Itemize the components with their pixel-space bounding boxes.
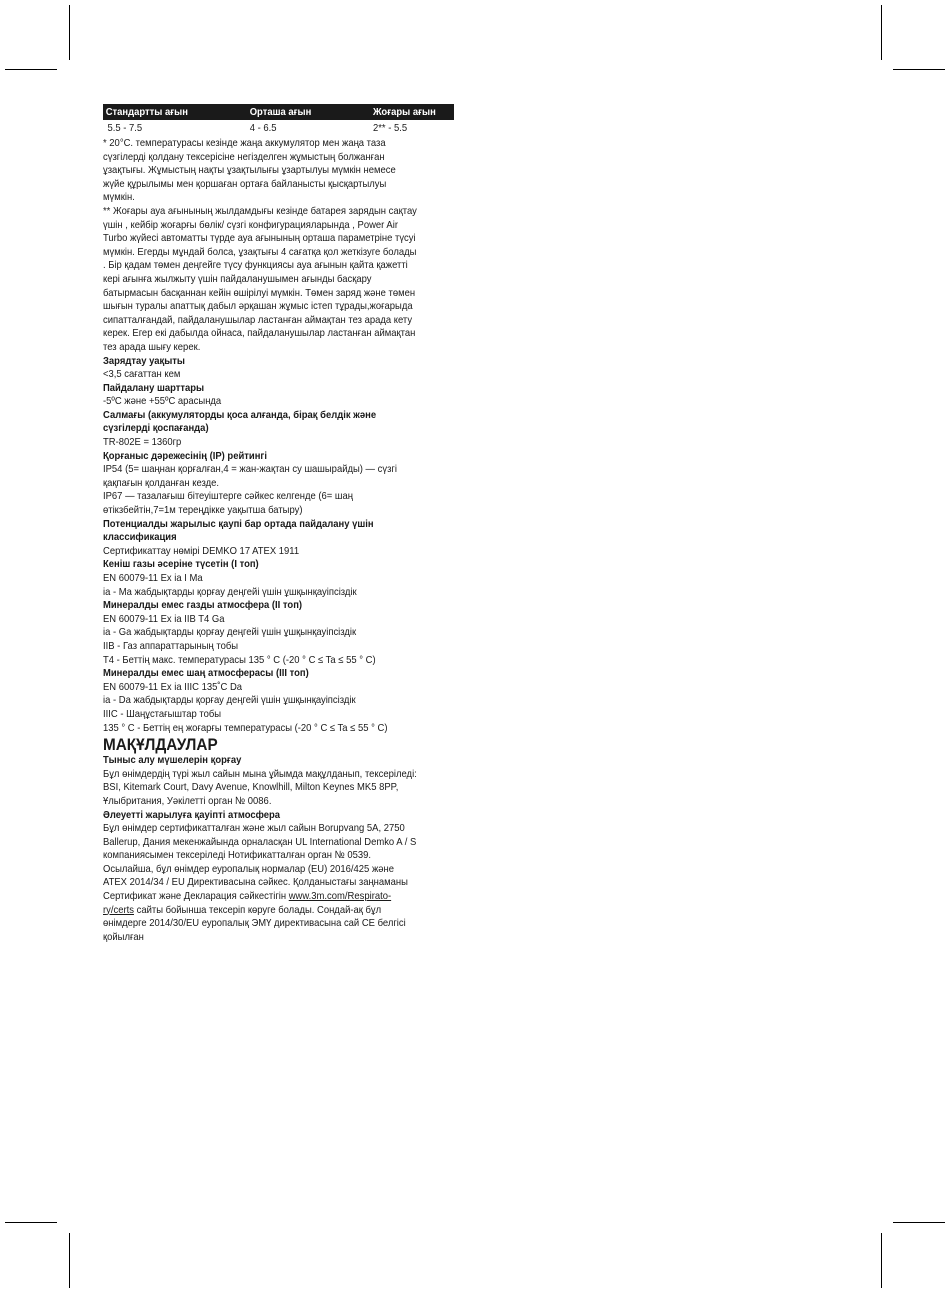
weight-value: TR-802E = 1360гр xyxy=(103,436,182,449)
respiratory-protection-title: Тыныс алу мүшелерін қорғау xyxy=(103,754,242,767)
approvals-heading: МАҚҰЛДАУЛАР xyxy=(103,735,218,755)
ip67-text: IP67 — тазалағыш бітеуіштерге сәйкес келгенде (6= шаң өтікзбейтін,7=1м тереңдікке уақытша батыру) xyxy=(103,490,353,517)
group-3-line: IIIC - Шаңұстағыштар тобы xyxy=(103,707,222,720)
group-1-line: ia - Ma жабдықтарды қорғау деңгейі үшін ұшқынқауіпсіздік xyxy=(103,585,357,598)
group-3-line: ia - Da жабдықтарды қорғау деңгейі үшін ұшқынқауіпсіздік xyxy=(103,694,356,707)
crop-mark-top-left-v xyxy=(69,5,70,60)
charge-time-title: Зарядтау уақыты xyxy=(103,354,185,367)
header-medium-flow: Орташа ағын xyxy=(249,106,312,118)
explosive-atmosphere-text-part-1: Бұл өнімдер сертификатталған және жыл сайын Borupvang 5A, 2750 Ballerup, Дания мекенжайында орналасқан UL International Demko A / S компаниясымен тексеріледі Нотификатталған орган № 0539. Осылайша, бұл өнімдер еуропалық нормалар (EU) 2016/425 және ATEX 2014/34 / EU Директивасына сәйкес. Қолданыстағы заңнаманы Сертификат және Декларация сәйкестігін xyxy=(103,822,417,903)
value-standard-flow: 5.5 - 7.5 xyxy=(107,122,143,134)
charge-time-value: <3,5 сағаттан кем xyxy=(103,368,181,381)
conditions-title: Пайдалану шарттары xyxy=(103,381,205,394)
group-3-title: Минералды емес шаң атмосферасы (III топ) xyxy=(103,667,309,680)
explosive-atmosphere-title: Әлеуетті жарылуға қауіпті атмосфера xyxy=(103,808,281,821)
respiratory-protection-text: Бұл өнімдердің түрі жыл сайын мына ұйымда мақұлданып, тексеріледі: BSI, Kitemark Court, Davy Avenue, Knowlhill, Milton Keynes MK5 8PP, Ұлыбритания, Уәкілетті орган № 0086. xyxy=(103,767,417,807)
crop-mark-top-right-v xyxy=(881,5,882,60)
crop-mark-bottom-left-v xyxy=(69,1233,70,1288)
crop-mark-bottom-right-v xyxy=(881,1233,882,1288)
group-2-line: IIB - Газ аппараттарының тобы xyxy=(103,639,239,652)
flow-table-row xyxy=(103,120,454,137)
header-high-flow: Жоғары ағын xyxy=(373,106,436,118)
flow-table-header xyxy=(103,104,454,120)
ip54-text: IP54 (5= шаңнан қорғалған,4 = жан-жақтан су шашырайды) — сүзгі қақпағын қолданған кезде. xyxy=(103,463,397,489)
explosive-atmosphere-text xyxy=(103,822,420,944)
document-body xyxy=(103,104,436,944)
crop-mark-bottom-right-h xyxy=(893,1222,945,1223)
certs-link[interactable]: www.3m.com/Respirato-ry/certs xyxy=(103,890,392,916)
group-2-line: EN 60079-11 Ex ia IIB T4 Ga xyxy=(103,612,225,625)
weight-title: Салмағы (аккумуляторды қоса алғанда, бірақ белдік және сүзгілерді қоспағанда) xyxy=(103,408,377,435)
header-standard-flow: Стандартты ағын xyxy=(105,106,188,118)
group-2-line: T4 - Беттің макс. температурасы 135 ° C (-20 ° C ≤ Ta ≤ 55 ° C) xyxy=(103,653,376,666)
group-3-line: 135 ° C - Беттің ең жоғарғы температурасы (-20 ° C ≤ Ta ≤ 55 ° C) xyxy=(103,721,388,734)
footnote-single-star: * 20°C. температурасы кезінде жаңа аккумулятор мен жаңа таза сүзгілерді қолдану тексерісіне негізделген жұмыстың болжанған ұзақтығы. Жұмыстың нақты ұзақтылығы ұзартылуы мүмкін немесе жүйе құрылымы мен қоршаған ортаға байланысты қысқартылуы мүмкін. xyxy=(103,137,396,204)
group-1-title: Кеніш газы әсеріне түсетін (I топ) xyxy=(103,558,259,571)
flow-table xyxy=(103,104,454,137)
crop-mark-top-right-h xyxy=(893,69,945,70)
group-2-line: ia - Ga жабдықтарды қорғау деңгейі үшін ұшқынқауіпсіздік xyxy=(103,626,357,639)
group-2-title: Минералды емес газды атмосфера (II топ) xyxy=(103,599,303,612)
footnote-double-star: ** Жоғары ауа ағынының жылдамдығы кезінде батарея зарядын сақтау үшін , кейбір жоғарғы бөлік/ сүзгі конфигурацияларында , Power Air Turbo жүйесі автоматты түрде ауа ағынының орташа параметріне түсуі мүмкін. Егерды мұндай болса, ұзақтығы 4 сағатқа қол жеткізуге болады . Бір қадам төмен деңгейге түсу функциясы ауа ағынын қайта қажетті кері ағынға жылжыту үшін пайдаланушымен ағынды басқару батырмасын басқаннан кейін өшірілуі мүмкін. Төмен заряд және төмен шығын туралы апаттық дабыл әрқашан жұмыс істеп тұрады,жоғарыда сипатталғандай, пайдаланушылар ластанған аймақтан тез арада кету керек. Егер екі дабылда ойнаса, пайдаланушылар ластанған аймақтан тез арада шығу керек. xyxy=(103,204,417,353)
value-high-flow: 2** - 5.5 xyxy=(373,122,408,134)
ip-rating-title: Қорғаныс дәрежесінің (IP) рейтингі xyxy=(103,449,267,462)
group-1-line: EN 60079-11 Ex ia I Ma xyxy=(103,572,203,584)
crop-mark-top-left-h xyxy=(5,69,57,70)
atex-certificate-number: Сертификаттау нөмірі DEMKO 17 ATEX 1911 xyxy=(103,544,300,557)
atex-classification-title: Потенциалды жарылыс қаупі бар ортада пайдалану үшін классификация xyxy=(103,517,374,544)
conditions-value: -5ºC және +55ºC арасында xyxy=(103,395,222,408)
value-medium-flow: 4 - 6.5 xyxy=(249,122,277,134)
group-3-line: EN 60079-11 Ex ia IIIC 135˚C Da xyxy=(103,680,243,693)
crop-mark-bottom-left-h xyxy=(5,1222,57,1223)
explosive-atmosphere-text-part-2: сайты бойынша тексеріп көруге болады. Сондай-ақ бұл өнімдерге 2014/30/EU еуропалық ЭМҮ директивасына сай CE белгісі қойылған xyxy=(103,903,406,943)
